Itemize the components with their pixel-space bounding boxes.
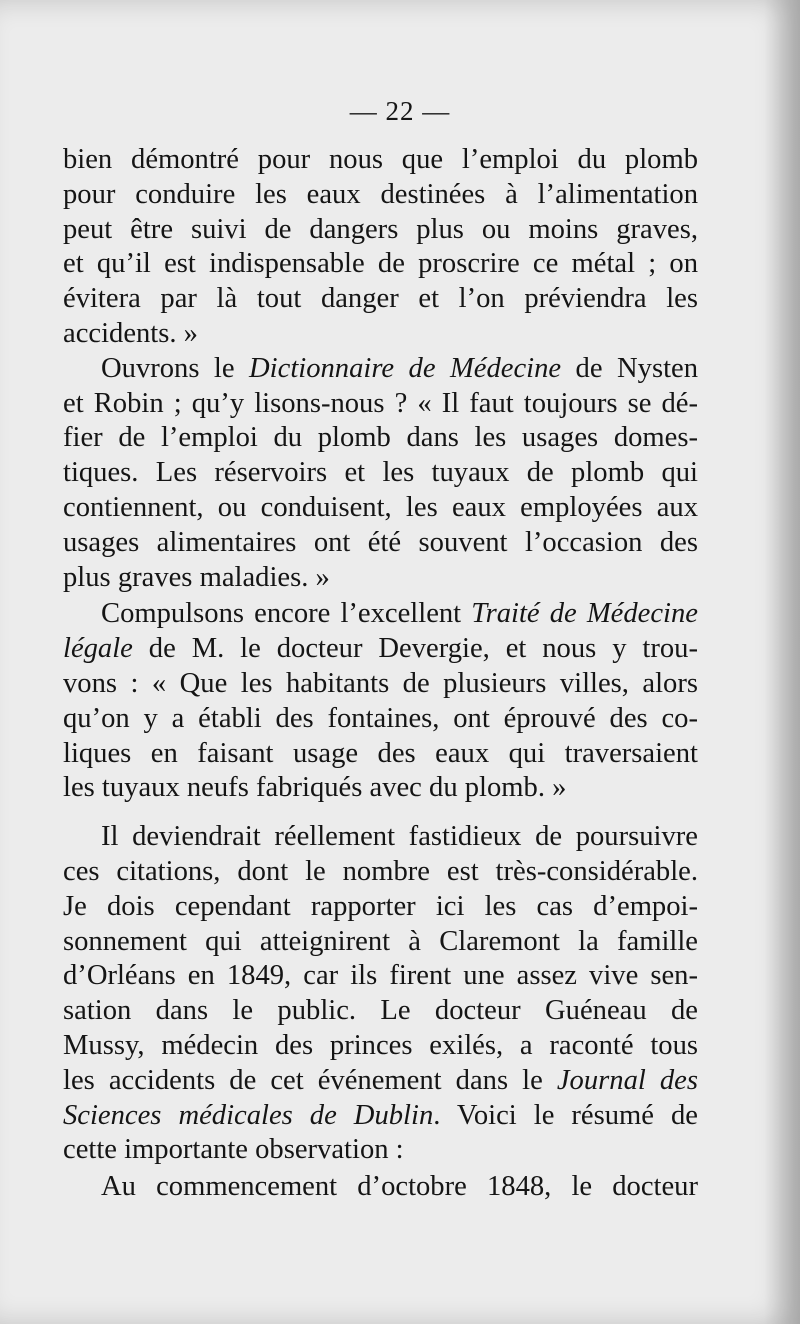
text-line: évitera par là tout danger et l’on préviendra les [63, 283, 698, 315]
page-edge-shadow [764, 0, 800, 1324]
italic-title: Sciences médicales de Dublin [63, 1099, 434, 1131]
text-line [63, 632, 698, 667]
text-line: peut être suivi de dangers plus ou moins graves, [63, 213, 698, 245]
text-line: accidents. » [63, 317, 198, 349]
text-fragment: Compulsons encore l’excellent [101, 598, 472, 630]
text-line: cette importante observation : [63, 1134, 404, 1166]
text-line: sonnement qui atteignirent à Claremont la famille [63, 925, 698, 957]
body-text [63, 143, 698, 1205]
text-line: vons : « Que les habitants de plusieurs villes, alors [63, 667, 698, 699]
text-line: qu’on y a établi des fontaines, ont éprouvé des co- [63, 702, 698, 734]
text-line: plus graves maladies. » [63, 561, 330, 593]
text-line [63, 597, 698, 632]
text-line: fier de l’emploi du plomb dans les usages domes- [63, 422, 698, 454]
text-line [63, 1099, 698, 1134]
italic-title: légale [63, 633, 133, 665]
text-line: pour conduire les eaux destinées à l’alimentation [63, 178, 698, 210]
text-fragment: . Voici le résumé de [433, 1099, 698, 1131]
text-line: Mussy, médecin des princes exilés, a raconté tous [63, 1029, 698, 1061]
text-line [63, 1064, 698, 1099]
text-line: usages alimentaires ont été souvent l’occasion des [63, 526, 698, 558]
italic-title: Traité de Médecine [471, 598, 698, 630]
text-line: d’Orléans en 1849, car ils firent une assez vive sen- [63, 960, 698, 992]
text-line: et qu’il est indispensable de proscrire ce métal ; on [63, 248, 698, 280]
text-fragment: de Nysten [561, 352, 698, 384]
page-number: — 22 — [349, 96, 451, 126]
text-line: et Robin ; qu’y lisons-nous ? « Il faut toujours se dé- [63, 387, 698, 419]
text-line: Il deviendrait réellement fastidieux de poursuivre [101, 821, 698, 853]
text-line: contiennent, ou conduisent, les eaux employées aux [63, 491, 698, 523]
italic-title: Journal des [556, 1064, 698, 1096]
text-fragment: de M. le docteur Devergie, et nous y trou- [132, 633, 698, 665]
text-line: bien démontré pour nous que l’emploi du plomb [63, 144, 698, 175]
text-line: tiques. Les réservoirs et les tuyaux de plomb qui [63, 457, 698, 489]
text-line: ces citations, dont le nombre est très-considérable. [63, 855, 698, 887]
text-line: sation dans le public. Le docteur Guéneau de [63, 995, 698, 1027]
text-line: Au commencement d’octobre 1848, le docteur [101, 1171, 698, 1203]
text-line: liques en faisant usage des eaux qui traversaient [63, 737, 698, 769]
italic-title: Dictionnaire de Médecine [249, 352, 562, 384]
text-fragment: les accidents de cet événement dans le [63, 1064, 557, 1096]
text-line: Je dois cependant rapporter ici les cas d’empoi- [63, 890, 698, 922]
text-fragment: Ouvrons le [101, 352, 250, 384]
text-line: les tuyaux neufs fabriqués avec du plomb. » [63, 772, 567, 804]
text-line [63, 352, 698, 387]
